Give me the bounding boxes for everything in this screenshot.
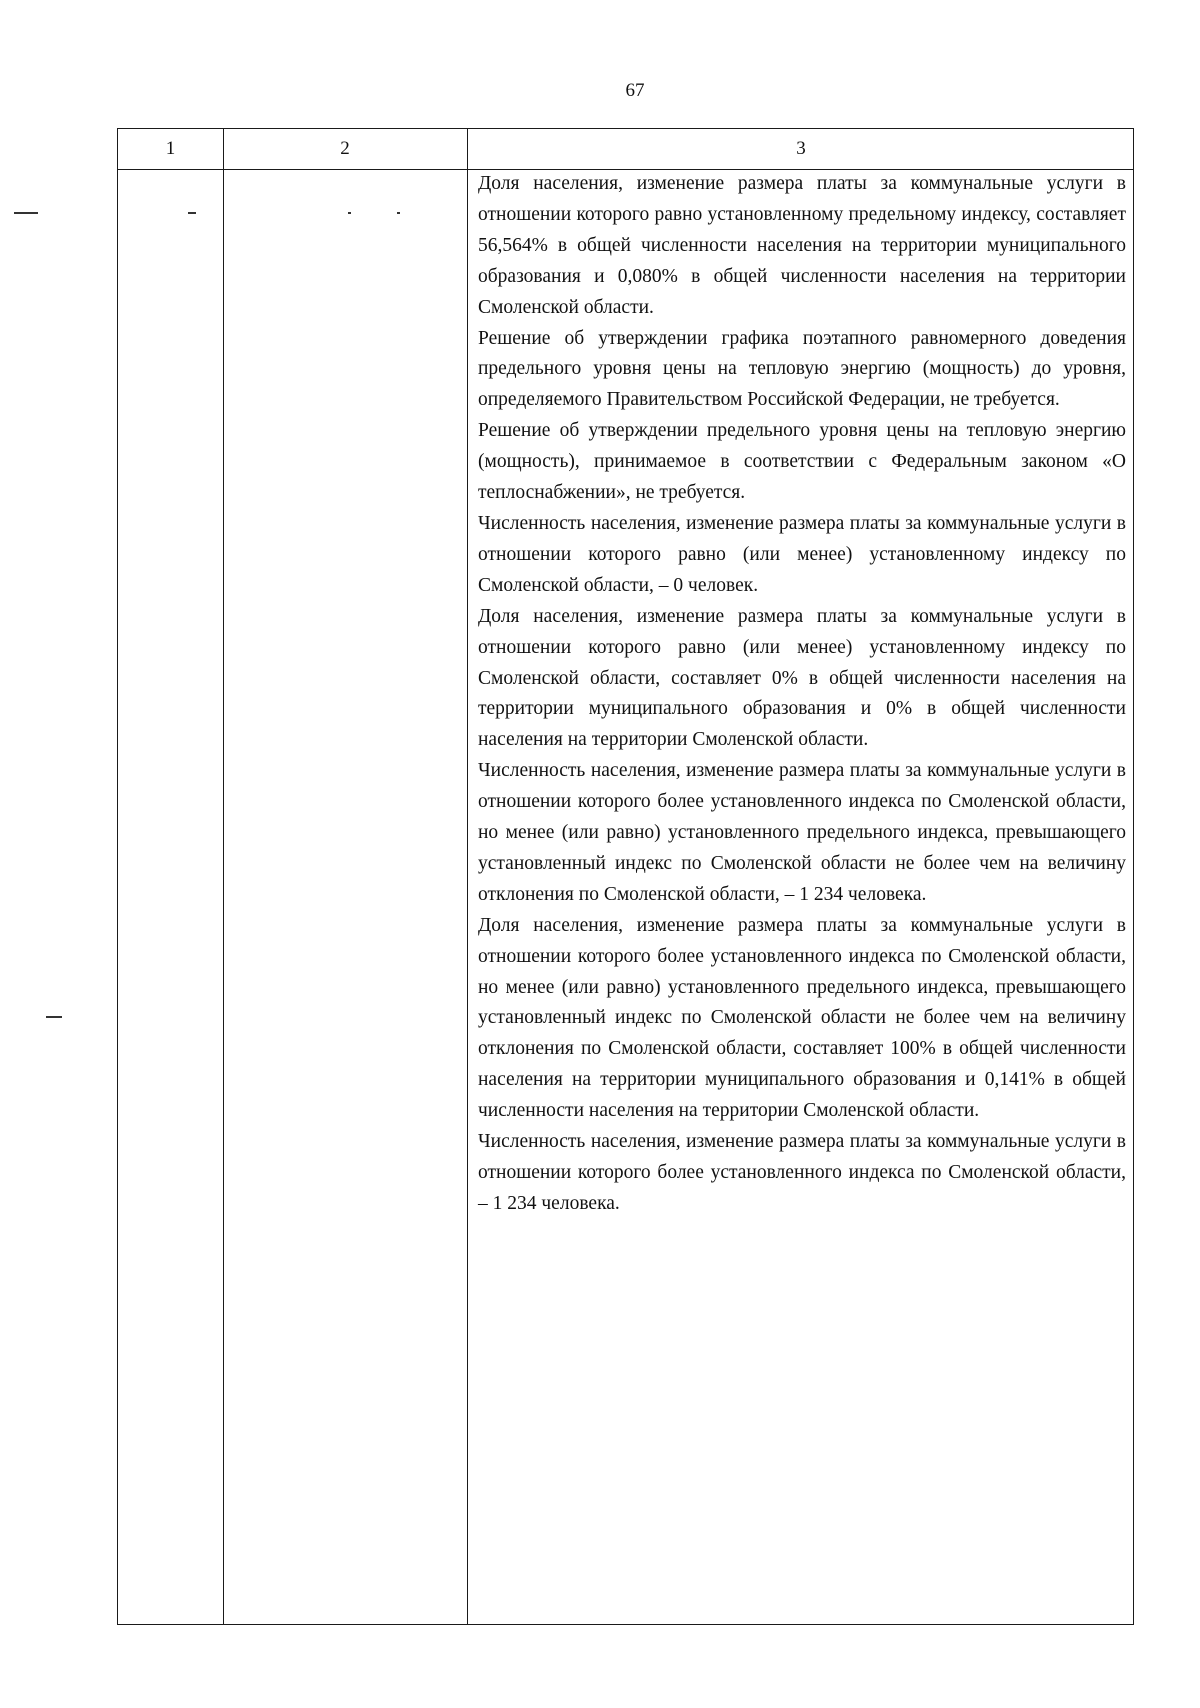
column-divider-1 <box>223 129 224 1624</box>
paragraph-share-above-index: Доля населения, изменение размера платы за коммунальные услуги в отношении которого более установленного индекса по Смоленской области, но менее (или равно) установленного предельного индекса, превышающего установленный индекс по Смоленской области не более чем на величину отклонения по Смоленской области, составляет 100% в общей численности населения на территории муниципального образования и 0,141% в общей численности населения на территории Смоленской области. <box>478 914 1126 1122</box>
scan-speck <box>46 1016 62 1018</box>
scan-speck <box>188 212 196 214</box>
column-divider-2 <box>467 129 468 1624</box>
scan-speck <box>348 212 351 214</box>
data-table <box>117 128 1134 1625</box>
page-number: 67 <box>625 80 645 101</box>
column-header-3: 3 <box>796 138 806 159</box>
table-header-row <box>118 129 1133 170</box>
column-3-content <box>478 169 1126 1220</box>
scan-speck <box>397 212 400 214</box>
paragraph-share-equal-limit: Доля населения, изменение размера платы за коммунальные услуги в отношении которого равно установленному предельному индексу, составляет 56,564% в общей численности населения на территории муниципального образования и 0,080% в общей численности населения на территории Смоленской области. <box>478 173 1126 318</box>
paragraph-schedule-decision: Решение об утверждении графика поэтапного равномерного доведения предельного уровня цены на тепловую энергию (мощность) до уровня, определяемого Правительством Российской Федерации, не требуется. <box>478 327 1126 411</box>
paragraph-price-level-decision: Решение об утверждении предельного уровня цены на тепловую энергию (мощность), принимаемое в соответствии с Федеральным законом «О теплоснабжении», не требуется. <box>478 420 1126 504</box>
paragraph-count-equal-or-less: Численность населения, изменение размера платы за коммунальные услуги в отношении которого равно (или менее) установленному индексу по Смоленской области, – 0 человек. <box>478 512 1126 596</box>
column-header-1: 1 <box>165 138 176 159</box>
paragraph-share-equal-or-less: Доля населения, изменение размера платы за коммунальные услуги в отношении которого равно (или менее) установленному индексу по Смоленской области, составляет 0% в общей численности населения на территории муниципального образования и 0% в общей численности населения на территории Смоленской области. <box>478 605 1126 751</box>
paragraph-count-above-index: Численность населения, изменение размера платы за коммунальные услуги в отношении которого более установленного индекса по Смоленской области, но менее (или равно) установленного предельного индекса, превышающего установленный индекс по Смоленской области не более чем на величину отклонения по Смоленской области, – 1 234 человека. <box>478 760 1126 905</box>
column-header-2: 2 <box>340 138 350 159</box>
paragraph-count-above-index-final: Численность населения, изменение размера платы за коммунальные услуги в отношении которого более установленного индекса по Смоленской области, – 1 234 человека. <box>478 1131 1126 1214</box>
scan-speck <box>14 212 38 214</box>
